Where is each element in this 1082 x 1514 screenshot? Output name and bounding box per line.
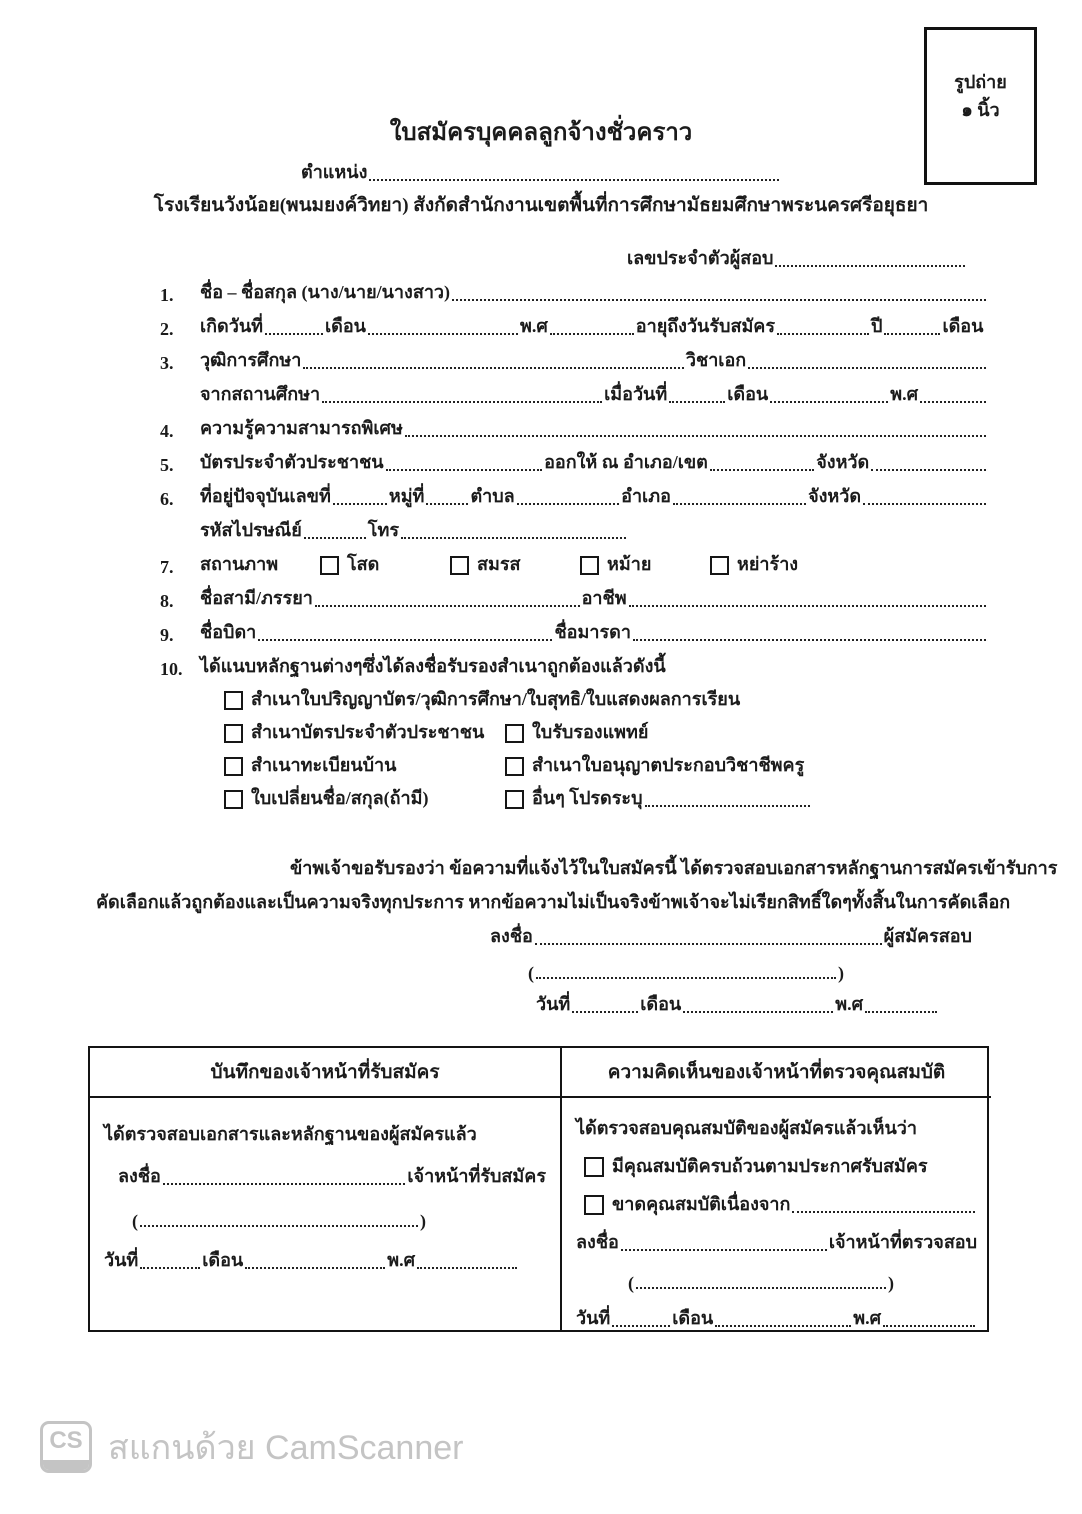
item-number: 9. (160, 625, 174, 645)
item-attachments (160, 646, 988, 680)
paren-close: ) (420, 1211, 426, 1231)
birth-month-label: เดือน (325, 316, 366, 336)
camscanner-logo-icon (40, 1421, 92, 1473)
paren-open: ( (628, 1273, 634, 1293)
name-label: ชื่อ – ชื่อสกุล (นาง/นาย/นางสาว) (200, 282, 451, 302)
occupation-dots (629, 604, 986, 607)
doc-label-other: อื่นๆ โปรดระบุ (532, 788, 643, 808)
checkbox-icon (320, 556, 339, 575)
disqualified-reason-dots (792, 1210, 975, 1213)
checkbox-icon (584, 1157, 604, 1177)
status-label: สถานภาพ (200, 554, 279, 574)
mother-label: ชื่อมารดา (554, 622, 631, 642)
issued-at-label: ออกให้ ณ อำเภอ/เขต (544, 452, 708, 472)
checkbox-icon (224, 724, 243, 743)
sign-label: ลงชื่อ (118, 1166, 161, 1186)
form-title: ใบสมัครบุคคลลูกจ้างชั่วคราว (389, 120, 693, 146)
doc-row-1 (160, 680, 988, 713)
qualification-officer-header: ความคิดเห็นของเจ้าหน้าที่ตรวจคุณสมบัติ (562, 1048, 991, 1098)
doc-medical-cert (505, 717, 988, 746)
postcode-dots (304, 536, 366, 539)
camscanner-logo-letters: CS (49, 1427, 83, 1454)
doc-house-reg (224, 750, 505, 779)
checker-name-line (576, 1256, 977, 1294)
doc-label-name-change: ใบเปลี่ยนชื่อ/สกุล(ถ้ามี) (251, 788, 429, 808)
item-birthdate (160, 306, 988, 340)
date-dots (612, 1324, 670, 1327)
skills-label: ความรู้ความสามารถพิเศษ (200, 418, 403, 438)
signature-line (490, 916, 972, 950)
officer-name-dots (140, 1224, 418, 1227)
status-option-label: สมรส (477, 554, 521, 574)
moo-dots (426, 502, 468, 505)
status-option-married (450, 549, 580, 578)
father-dots (258, 638, 552, 641)
month-label: เดือน (640, 994, 682, 1014)
certification-line-2: คัดเลือกแล้วถูกต้องและเป็นความจริงทุกประการ หากข้อความไม่เป็นจริงข้าพเจ้าจะไม่เรียกสิทธิ์ใดๆทั้งสิ้นในการคัดเลือก (96, 892, 1011, 912)
institution-dots (322, 400, 602, 403)
item-spouse (160, 578, 988, 612)
checkbox-icon (505, 790, 524, 809)
province-label: จังหวัด (808, 486, 862, 506)
month-label: เดือน (202, 1250, 244, 1270)
postcode-label: รหัสไปรษณีย์ (200, 520, 302, 540)
doc-other (505, 783, 988, 812)
officer-name-line (104, 1190, 546, 1232)
receiving-officer-column (90, 1048, 560, 1330)
item-address (160, 476, 988, 510)
documents-checked-line: ได้ตรวจสอบเอกสารและหลักฐานของผู้สมัครแล้ว (104, 1124, 477, 1144)
checker-role-label: เจ้าหน้าที่ตรวจสอบ (828, 1232, 978, 1252)
signature-date-line (490, 984, 972, 1018)
paren-open: ( (528, 963, 534, 983)
checkbox-icon (450, 556, 469, 575)
item-marital-status (160, 544, 988, 578)
position-label: ตำแหน่ง (301, 162, 368, 182)
birth-year-dots (550, 332, 634, 335)
camscanner-watermark (40, 1420, 463, 1474)
exam-number-label: เลขประจำตัวผู้สอบ (627, 248, 774, 268)
paren-close: ) (888, 1273, 894, 1293)
month-dots (715, 1324, 851, 1327)
qualification-checked-line: ได้ตรวจสอบคุณสมบัติของผู้สมัครแล้วเห็นว่า (576, 1118, 917, 1138)
grad-month-dots (770, 400, 888, 403)
skills-dots (405, 434, 986, 437)
checkbox-icon (224, 790, 243, 809)
doc-label-id-copy: สำเนาบัตรประจำตัวประชาชน (251, 722, 485, 742)
item-education-cont (160, 374, 988, 408)
paren-close: ) (838, 963, 844, 983)
major-label: วิชาเอก (685, 350, 747, 370)
month-label: เดือน (672, 1308, 714, 1328)
checkbox-icon (584, 1195, 604, 1215)
name-field-dots (452, 298, 986, 301)
item-number: 1. (160, 285, 174, 305)
status-option-label: โสด (347, 554, 380, 574)
photo-box-line2: ๑ นิ้ว (961, 100, 1000, 120)
grad-month-label: เดือน (727, 384, 769, 404)
doc-name-change (224, 783, 505, 812)
tambon-label: ตำบล (470, 486, 515, 506)
certification-line-1: ข้าพเจ้าขอรับรองว่า ข้อความที่แจ้งไว้ในใบสมัครนี้ ได้ตรวจสอบเอกสารหลักฐานการสมัครเข้ารับการ (290, 858, 1058, 878)
item-number: 7. (160, 557, 174, 577)
officer-sign-line (104, 1148, 546, 1190)
officer-role-label: เจ้าหน้าที่รับสมัคร (407, 1166, 546, 1186)
sign-label: ลงชื่อ (576, 1232, 619, 1252)
item-number: 3. (160, 353, 174, 373)
status-option-label: หย่าร้าง (737, 554, 799, 574)
age-years-dots (884, 332, 940, 335)
year-dots (883, 1324, 975, 1327)
birth-month-dots (368, 332, 518, 335)
grad-year-label: พ.ศ (890, 384, 918, 404)
age-dots (777, 332, 869, 335)
status-option-single (320, 549, 450, 578)
applicant-signature-block (490, 916, 972, 1018)
checker-date-line (576, 1294, 977, 1332)
item-number: 10. (160, 659, 183, 679)
year-label: พ.ศ (853, 1308, 882, 1328)
doc-row-2 (160, 713, 988, 746)
month-dots (683, 1010, 833, 1013)
checkbox-icon (710, 556, 729, 575)
item-parents (160, 612, 988, 646)
year-dots (865, 1010, 937, 1013)
address-no-label: ที่อยู่ปัจจุบันเลขที่ (200, 486, 331, 506)
occupation-label: อาชีพ (581, 588, 627, 608)
doc-label-degree: สำเนาใบปริญญาบัตร/วุฒิการศึกษา/ใบสุทธิ/ใบแสดงผลการเรียน (251, 689, 741, 709)
birth-day-label: เกิดวันที่ (200, 316, 264, 336)
age-years-label: ปี (871, 316, 883, 336)
exam-number-dots (775, 264, 965, 267)
spouse-label: ชื่อสามี/ภรรยา (200, 588, 313, 608)
doc-label-license: สำเนาใบอนุญาตประกอบวิชาชีพครู (532, 755, 805, 775)
spouse-dots (315, 604, 580, 607)
year-label: พ.ศ (387, 1250, 416, 1270)
amphoe-dots (673, 502, 806, 505)
id-card-dots (386, 468, 543, 471)
checker-signature-dots (621, 1248, 827, 1251)
camscanner-watermark-text: สแกนด้วย CamScanner (108, 1429, 464, 1467)
id-card-label: บัตรประจำตัวประชาชน (200, 452, 384, 472)
date-dots (140, 1266, 200, 1269)
sign-label: ลงชื่อ (490, 926, 533, 946)
id-province-dots (871, 468, 986, 471)
doc-row-3 (160, 746, 988, 779)
receiving-officer-header: บันทึกของเจ้าหน้าที่รับสมัคร (90, 1048, 560, 1098)
item-special-skills (160, 408, 988, 442)
phone-label: โทร (367, 520, 399, 540)
qualification-officer-body (562, 1098, 991, 1332)
doc-id-copy (224, 717, 505, 746)
date-label: วันที่ (576, 1308, 611, 1328)
grad-day-dots (669, 400, 725, 403)
tambon-dots (517, 502, 619, 505)
age-months-label: เดือน (942, 316, 984, 336)
photo-box-line1: รูปถ่าย (954, 72, 1007, 92)
doc-row-4 (160, 779, 988, 812)
item-number: 8. (160, 591, 174, 611)
moo-label: หมู่ที่ (388, 486, 425, 506)
status-option-label: หม้าย (607, 554, 652, 574)
signature-dots (535, 942, 882, 945)
status-option-widowed (580, 549, 710, 578)
position-line (301, 152, 781, 186)
education-label: วุฒิการศึกษา (200, 350, 302, 370)
id-province-label: จังหวัด (816, 452, 870, 472)
checkbox-icon (224, 757, 243, 776)
phone-dots (401, 536, 626, 539)
exam-number-line (627, 238, 967, 272)
position-field-dots (369, 178, 779, 181)
item-name (160, 272, 988, 306)
item-id-card (160, 442, 988, 476)
checkbox-icon (505, 724, 524, 743)
birth-year-label: พ.ศ (520, 316, 548, 336)
disqualified-option-label: ขาดคุณสมบัติเนื่องจาก (612, 1194, 791, 1214)
attachments-label: ได้แนบหลักฐานต่างๆซึ่งได้ลงชื่อรับรองสำเนาถูกต้องแล้วดังนี้ (200, 656, 666, 676)
receiving-officer-body (90, 1098, 560, 1274)
doc-other-dots (645, 804, 810, 807)
checkbox-icon (505, 757, 524, 776)
item-number: 5. (160, 455, 174, 475)
mother-dots (633, 638, 986, 641)
item-number: 4. (160, 421, 174, 441)
age-label: อายุถึงวันรับสมัคร (635, 316, 776, 336)
photo-box (924, 27, 1037, 185)
item-number: 6. (160, 489, 174, 509)
disqualified-option-line (576, 1180, 977, 1218)
year-label: พ.ศ (835, 994, 864, 1014)
province-dots (863, 502, 986, 505)
education-dots (303, 366, 684, 369)
signature-name-dots (536, 976, 836, 979)
officials-review-table (88, 1046, 989, 1332)
qualification-officer-column (560, 1048, 991, 1330)
signature-name-line (490, 950, 972, 984)
major-dots (748, 366, 986, 369)
checker-sign-line (576, 1218, 977, 1256)
camscanner-logo-bar (43, 1460, 89, 1470)
doc-teacher-license (505, 750, 988, 779)
date-label: วันที่ (536, 994, 571, 1014)
doc-label-house-reg: สำเนาทะเบียนบ้าน (251, 755, 397, 775)
amphoe-label: อำเภอ (621, 486, 671, 506)
grad-day-label: เมื่อวันที่ (604, 384, 668, 404)
item-education (160, 340, 988, 374)
checkbox-icon (580, 556, 599, 575)
status-option-divorced (710, 549, 840, 578)
doc-label-medical: ใบรับรองแพทย์ (532, 722, 649, 742)
issued-at-dots (710, 468, 814, 471)
officer-date-line (104, 1232, 546, 1274)
address-no-dots (333, 502, 387, 505)
item-address-cont (160, 510, 988, 544)
grad-year-dots (920, 400, 986, 403)
paren-open: ( (132, 1211, 138, 1231)
school-line: โรงเรียนวังน้อย(พนมยงค์วิทยา) สังกัดสำนักงานเขตพื้นที่การศึกษามัธยมศึกษาพระนครศรีอยุธยา (153, 195, 929, 216)
birth-day-dots (265, 332, 323, 335)
checkbox-icon (224, 691, 243, 710)
officer-signature-dots (163, 1182, 406, 1185)
qualified-option-line (576, 1142, 977, 1180)
applicant-role-label: ผู้สมัครสอบ (883, 926, 972, 946)
institution-label: จากสถานศึกษา (200, 384, 321, 404)
checker-name-dots (636, 1286, 886, 1289)
year-dots (417, 1266, 517, 1269)
item-number: 2. (160, 319, 174, 339)
month-dots (245, 1266, 385, 1269)
qualified-option-label: มีคุณสมบัติครบถ้วนตามประกาศรับสมัคร (612, 1156, 928, 1176)
date-label: วันที่ (104, 1250, 139, 1270)
father-label: ชื่อบิดา (200, 622, 257, 642)
date-dots (572, 1010, 638, 1013)
form-items (160, 272, 988, 812)
